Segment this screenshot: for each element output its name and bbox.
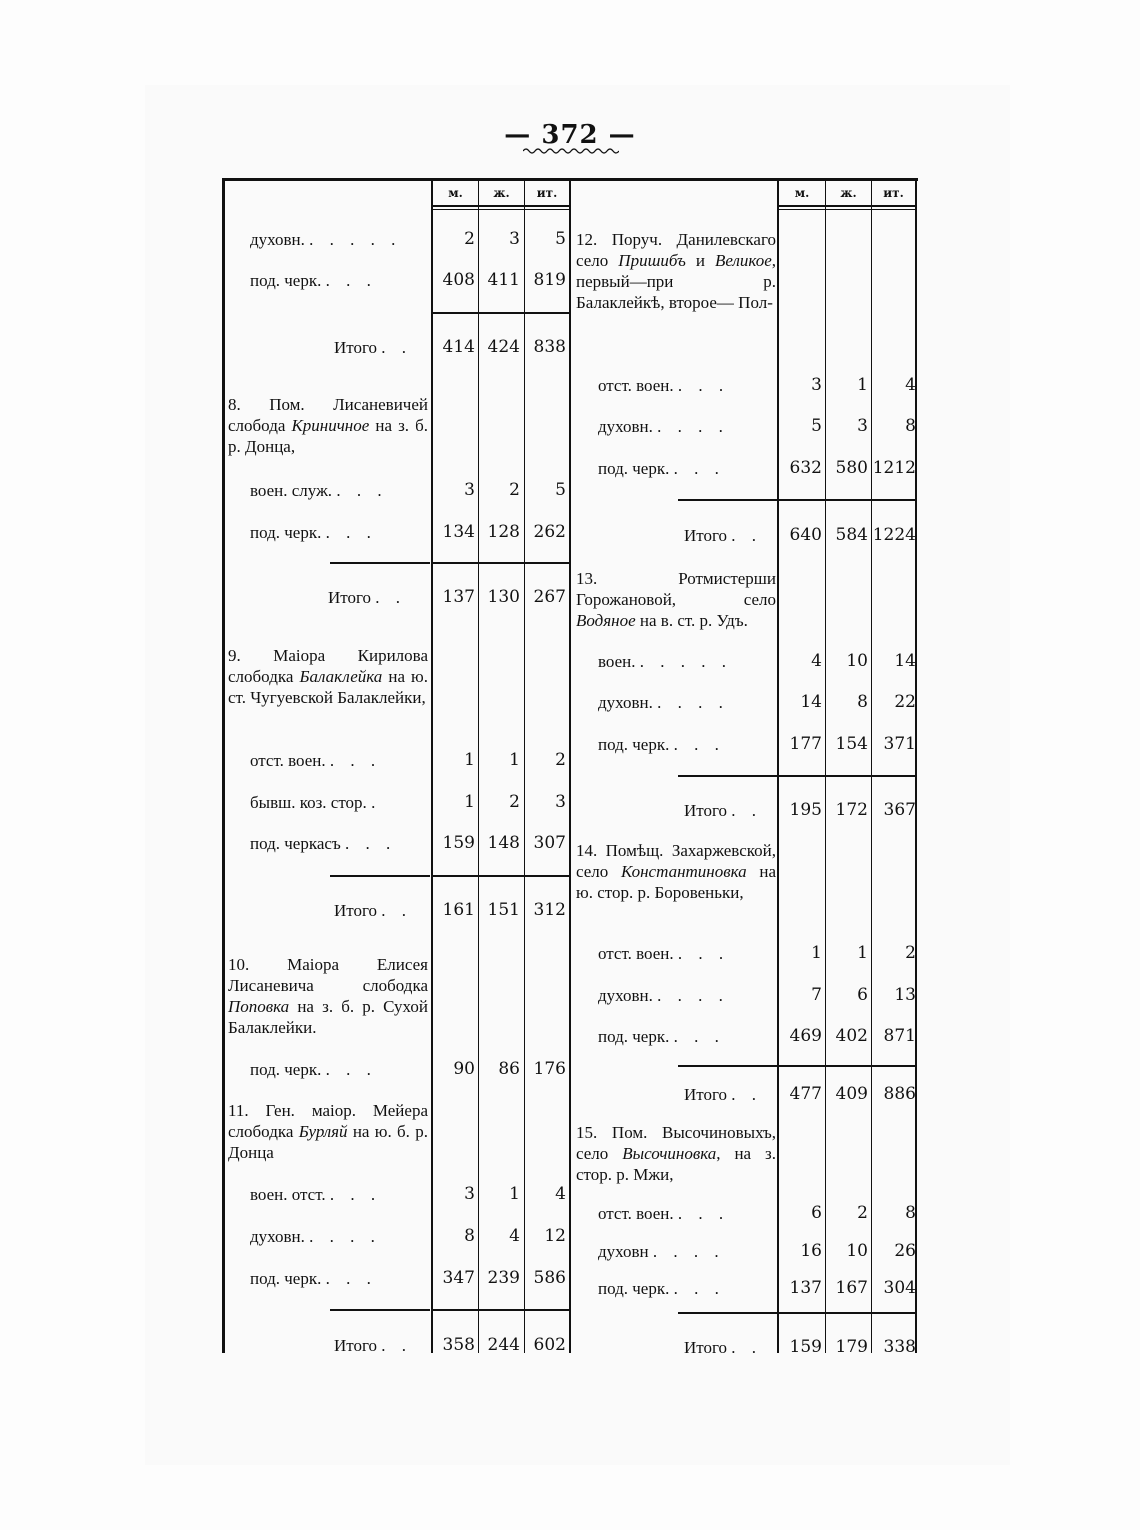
cell-m: 134 [442,522,475,542]
cell-zh: 86 [498,1059,520,1079]
total-m: 414 [442,337,475,357]
header-total-right: ит. [883,186,904,200]
cell-total: 8 [905,1203,916,1223]
cell-total: 871 [883,1026,916,1046]
total-m: 640 [789,525,822,545]
sum-rule [433,312,569,314]
total-label: Итого . . [684,526,763,545]
total-m: 358 [442,1335,475,1355]
cell-m: 1 [811,943,822,963]
total-zh: 409 [835,1084,868,1104]
left-rule [222,178,225,1353]
entry-12-title: 12. Поруч. Данилевскаго село Пришибъ и Великое, первый—при р. Балаклейкѣ, второе— Пол- [576,230,776,312]
total-total: 602 [533,1335,566,1355]
cell-total: 262 [533,522,566,542]
cell-zh: 8 [857,692,868,712]
row-label: отст. воен. . . . [598,376,730,395]
sum-rule [330,562,430,564]
cell-total: 22 [894,692,916,712]
cell-m: 137 [789,1278,822,1298]
total-total: 312 [533,900,566,920]
total-total: 338 [883,1337,916,1357]
cell-m: 177 [789,734,822,754]
row-label: отст. воен. . . . [250,751,382,770]
total-label: Итого . . [328,588,407,607]
cell-zh: 402 [835,1026,868,1046]
cell-m: 4 [811,651,822,671]
sum-rule [678,1312,777,1314]
cell-total: 2 [555,750,566,770]
cell-zh: 3 [857,416,868,436]
sum-rule [779,1065,915,1067]
header-total: ит. [536,186,558,200]
cell-m: 90 [453,1059,475,1079]
cell-total: 13 [894,985,916,1005]
cell-m: 408 [442,270,475,290]
header-underline-right-2 [779,209,915,210]
row-label: духовн. . . . . [250,1227,381,1246]
cell-zh: 10 [846,651,868,671]
entry-14-title: 14. Помѣщ. Захаржевской, село Константиновка на ю. стор. р. Боровеньки, [576,841,776,902]
row-label: отст. воен. . . . [598,1204,730,1223]
row-label: под. черк. . . . [598,1027,725,1046]
right-rule [915,178,917,1353]
sum-rule [330,1309,430,1311]
row-label: духовн . . . . [598,1242,725,1261]
cell-m: 1 [464,750,475,770]
cell-zh: 580 [835,458,868,478]
cell-m: 16 [800,1241,822,1261]
cell-zh: 128 [487,522,520,542]
cell-total: 5 [555,480,566,500]
row-label: духовн. . . . . [598,693,729,712]
cell-zh: 10 [846,1241,868,1261]
entry-10-title: 10. Маіора Елисея Лисаневича слободка Поповка на з. б. р. Сухой Балаклейки. [228,955,428,1037]
total-total: 838 [533,337,566,357]
cell-zh: 411 [487,270,520,290]
total-label: Итого . . [334,901,413,920]
cell-zh: 1 [857,375,868,395]
total-zh: 130 [487,587,520,607]
cell-zh: 239 [487,1268,520,1288]
cell-zh: 154 [835,734,868,754]
sum-rule [330,875,430,877]
sum-rule [678,1065,777,1067]
cell-total: 2 [905,943,916,963]
population-table [222,178,918,1357]
sum-rule [779,1312,915,1314]
row-label: под. черк. . . . [250,1060,377,1079]
cell-m: 2 [464,229,475,249]
total-total: 367 [883,800,916,820]
total-zh: 172 [835,800,868,820]
cell-m: 3 [464,1184,475,1204]
header-underline-left [433,205,569,207]
row-label: отст. воен. . . . [598,944,730,963]
cell-total: 307 [533,833,566,853]
total-total: 267 [533,587,566,607]
cell-zh: 4 [509,1226,520,1246]
total-zh: 424 [487,337,520,357]
row-label: под. черк. . . . [598,735,725,754]
cell-total: 14 [894,651,916,671]
row-label: духовн. . . . . . [250,230,402,249]
cell-zh: 2 [509,792,520,812]
sum-rule [433,562,569,564]
row-label: под. черк. . . . [598,459,725,478]
cell-total: 5 [555,229,566,249]
cell-m: 14 [800,692,822,712]
row-label: воен. . . . . . [598,652,733,671]
total-label: Итого . . [684,1085,763,1104]
row-label: бывш. коз. стор. . [250,793,382,812]
entry-15-title: 15. Пом. Высочиновыхъ, село Высочиновка, на з. стор. р. Мжи, [576,1123,776,1184]
cell-zh: 1 [857,943,868,963]
cell-total: 4 [555,1184,566,1204]
total-zh: 151 [487,900,520,920]
sum-rule [678,775,777,777]
total-label: Итого . . [334,1336,413,1355]
page-number: — 372 — [504,120,636,150]
cell-zh: 6 [857,985,868,1005]
cell-total: 304 [883,1278,916,1298]
cell-total: 586 [533,1268,566,1288]
cell-zh: 148 [487,833,520,853]
center-rule [569,178,571,1353]
header-underline-right [779,205,915,207]
row-label: под. черк. . . . [250,523,377,542]
sum-rule [433,1309,569,1311]
sum-rule [433,875,569,877]
cell-m: 159 [442,833,475,853]
entry-13-title: 13. Ротмистерши Горожановой, село Водяное на в. ст. р. Удъ. [576,569,776,630]
cell-m: 6 [811,1203,822,1223]
total-m: 137 [442,587,475,607]
total-total: 886 [883,1084,916,1104]
row-label: воен. отст. . . . [250,1185,382,1204]
total-m: 477 [789,1084,822,1104]
cell-m: 347 [442,1268,475,1288]
cell-total: 3 [555,792,566,812]
cell-zh: 2 [857,1203,868,1223]
total-zh: 584 [835,525,868,545]
total-label: Итого . . [684,1338,763,1357]
row-label: под. черк. . . . [250,271,377,290]
total-total: 1224 [872,525,916,545]
right-col-rule-2 [825,178,826,1353]
row-label: воен. служ. . . . [250,481,388,500]
total-label: Итого . . [684,801,763,820]
cell-total: 8 [905,416,916,436]
cell-m: 1 [464,792,475,812]
row-label: под. черк. . . . [250,1269,377,1288]
cell-total: 819 [533,270,566,290]
cell-zh: 2 [509,480,520,500]
cell-m: 3 [811,375,822,395]
total-m: 161 [442,900,475,920]
cell-zh: 3 [509,229,520,249]
total-label: Итого . . [334,338,413,357]
right-col-rule-1 [777,178,779,1353]
row-label: духовн. . . . . [598,417,729,436]
cell-m: 632 [789,458,822,478]
cell-total: 176 [533,1059,566,1079]
header-underline-left-2 [433,209,569,210]
cell-total: 26 [894,1241,916,1261]
cell-total: 12 [544,1226,566,1246]
sum-rule [779,499,915,501]
cell-zh: 1 [509,750,520,770]
header-m: м. [448,186,463,200]
header-zh: ж. [493,186,510,200]
cell-total: 4 [905,375,916,395]
cell-m: 469 [789,1026,822,1046]
entry-8-title: 8. Пом. Лисаневичей слобода Криничное на з. б. р. Донца, [228,395,428,456]
wavy-underline [523,147,619,155]
total-zh: 179 [835,1337,868,1357]
row-label: под. черк. . . . [598,1279,725,1298]
total-m: 195 [789,800,822,820]
total-zh: 244 [487,1335,520,1355]
row-label: духовн. . . . . [598,986,729,1005]
cell-m: 7 [811,985,822,1005]
cell-total: 1212 [872,458,916,478]
cell-zh: 1 [509,1184,520,1204]
header-zh-right: ж. [840,186,857,200]
sum-rule [678,499,777,501]
row-label: под. черкасъ . . . [250,834,397,853]
right-col-rule-3 [871,178,872,1353]
entry-9-title: 9. Маіора Кирилова слободка Балаклейка на ю. ст. Чугуевской Балаклейки, [228,646,428,707]
header-m-right: м. [794,186,810,200]
cell-zh: 167 [835,1278,868,1298]
cell-m: 5 [811,416,822,436]
sum-rule [779,775,915,777]
entry-11-title: 11. Ген. маіор. Мейера слободка Бурляй на ю. б. р. Донца [228,1101,428,1162]
total-m: 159 [789,1337,822,1357]
cell-m: 3 [464,480,475,500]
cell-total: 371 [883,734,916,754]
cell-m: 8 [464,1226,475,1246]
